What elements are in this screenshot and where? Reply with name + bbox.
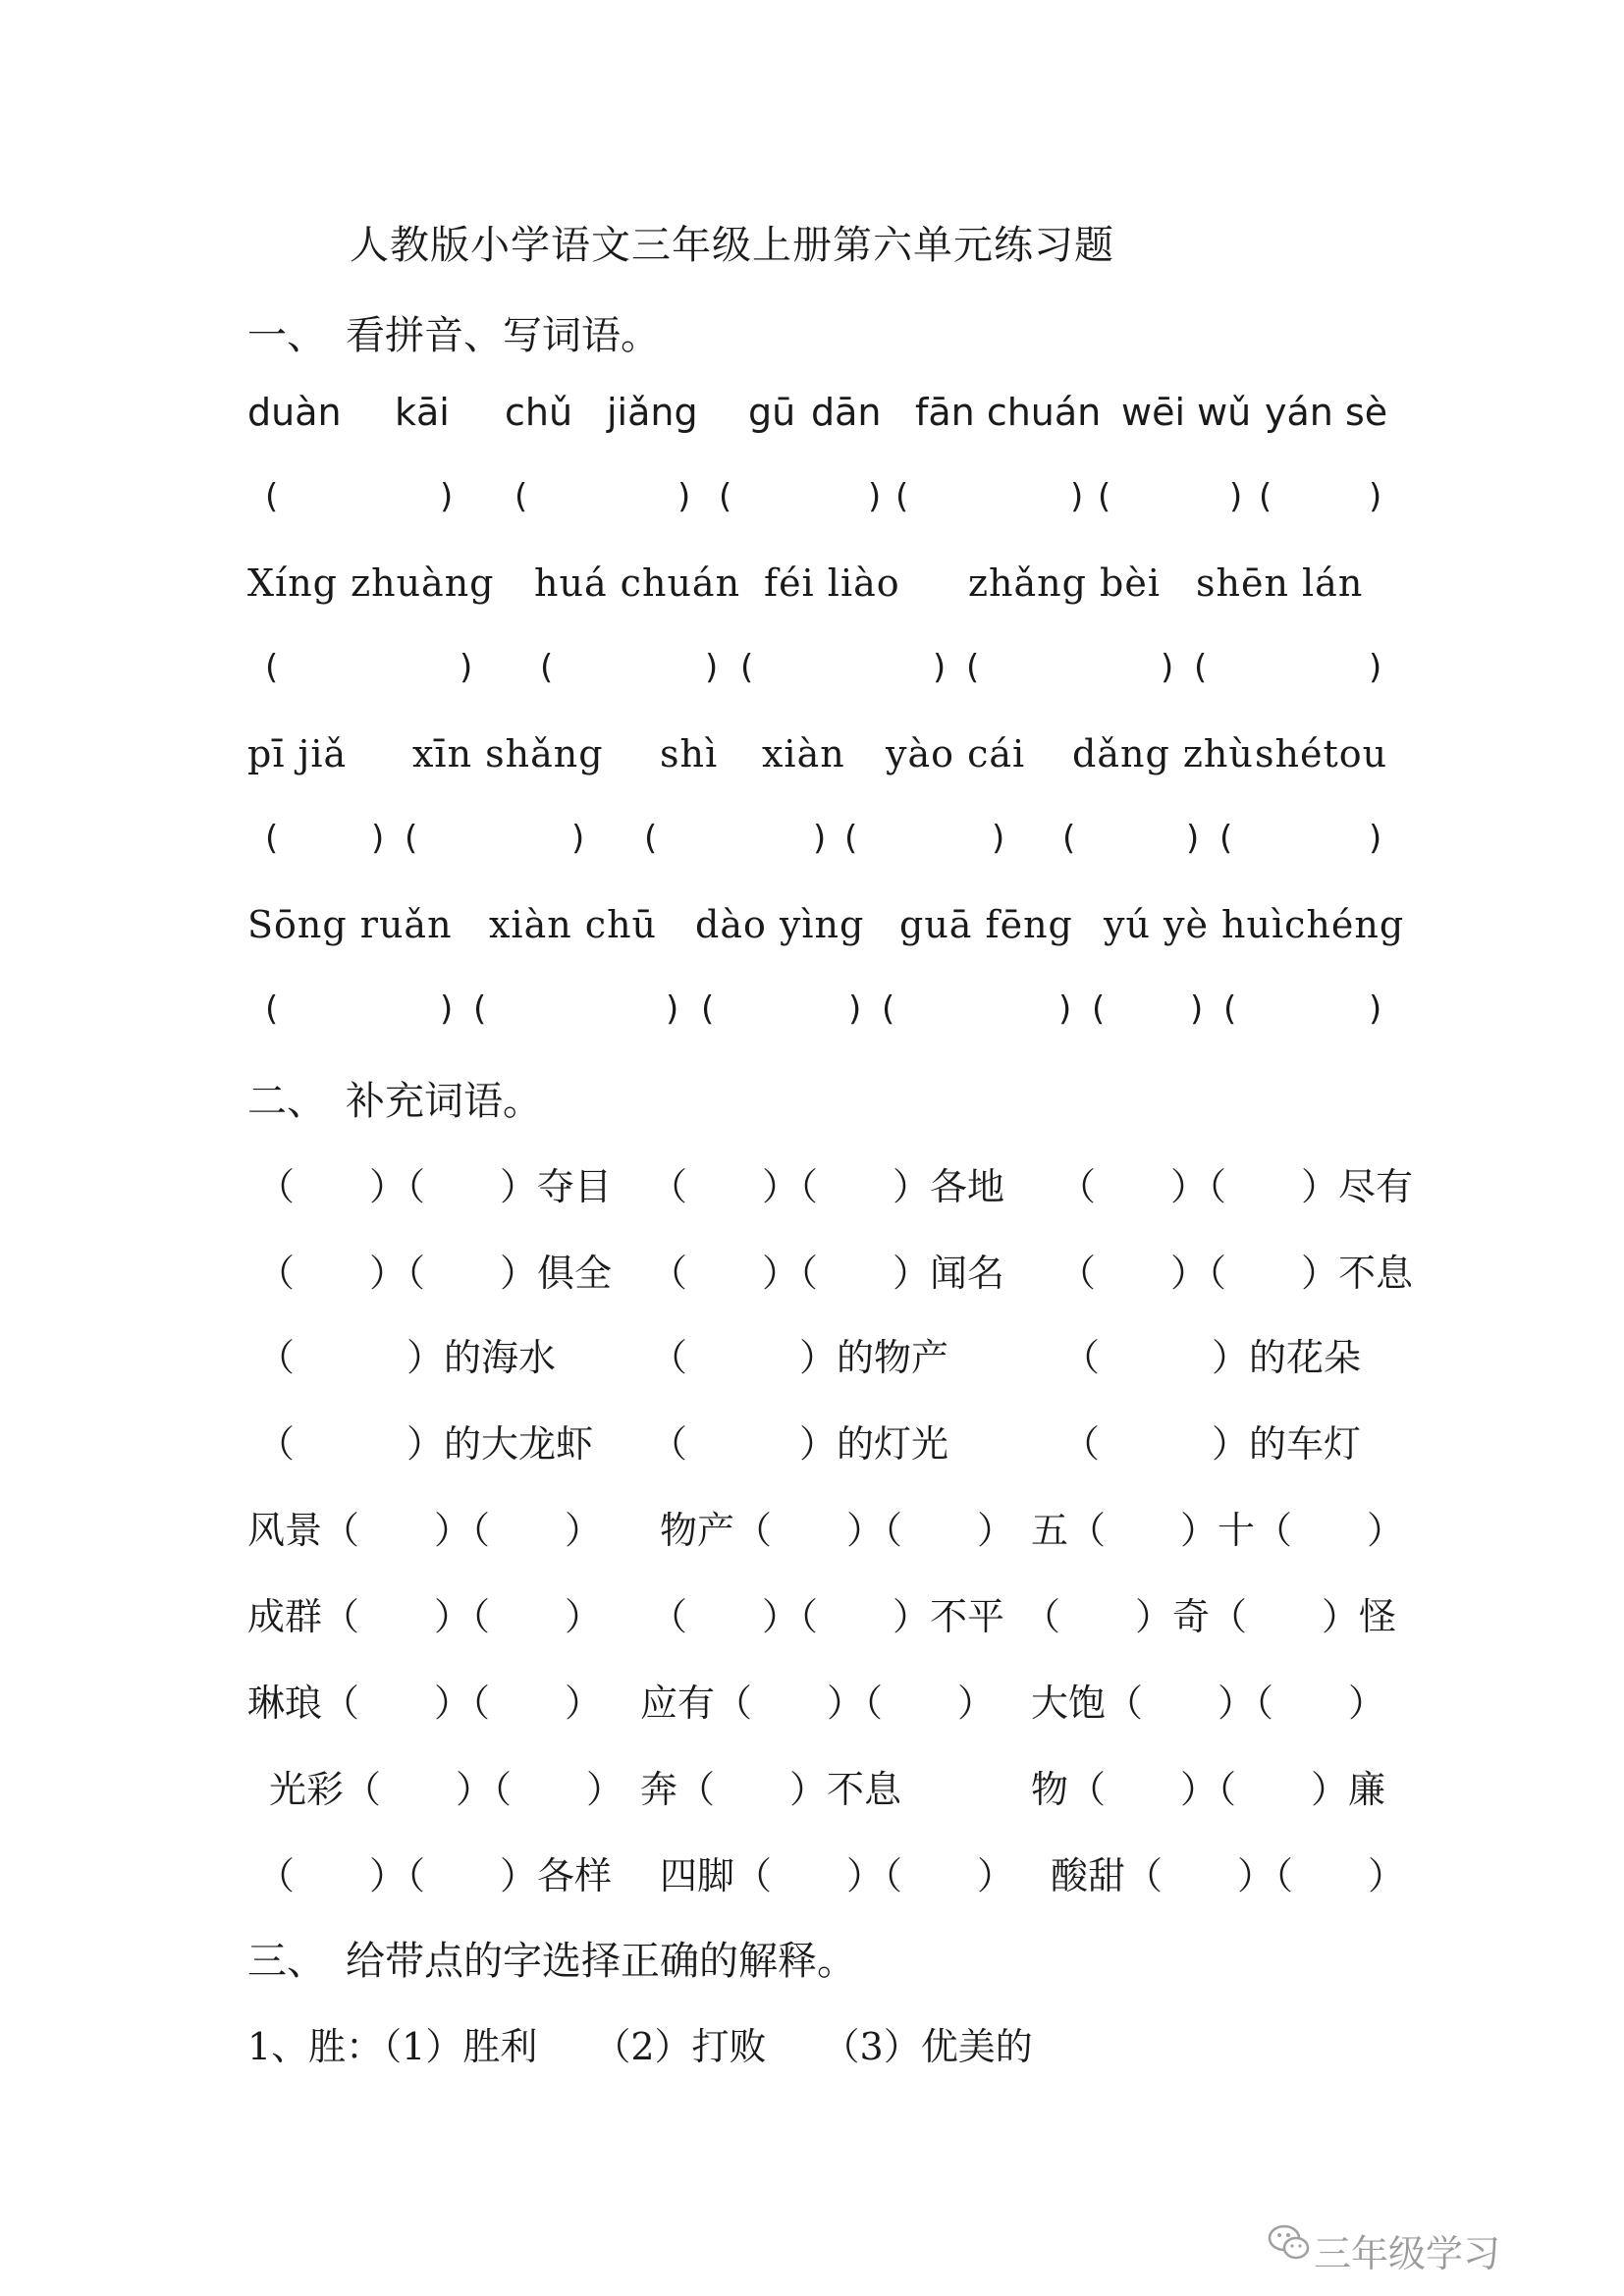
pinyin-row-2 [247, 561, 1386, 620]
pinyin-item: duàn [247, 391, 342, 434]
pinyin-item: pī jiǎ [247, 732, 348, 775]
pinyin-item: chǔ [505, 391, 573, 434]
pinyin-item: guā fēng [899, 903, 1073, 946]
pinyin-item: dào yìng [695, 903, 865, 946]
fill-item[interactable]: （ ）奇（ ）怪 [1023, 1595, 1397, 1638]
section-heading-3 [247, 1930, 856, 1986]
section-label: 补充词语。 [346, 1079, 542, 1124]
fill-item[interactable]: （ ）的海水 [257, 1336, 557, 1379]
pinyin-row-3 [247, 732, 1386, 791]
pinyin-item: shì [660, 732, 719, 775]
fill-row-1 [247, 1156, 1414, 1215]
pinyin-item: xiàn chū [489, 903, 658, 946]
fill-item[interactable]: （ ）的车灯 [1062, 1422, 1362, 1466]
fill-item[interactable]: 四脚（ ）（ ） [660, 1854, 1015, 1897]
pinyin-item: zhǎng bèi [968, 561, 1161, 605]
pinyin-item: xīn shǎng [412, 732, 604, 775]
pinyin-item: fān chuán [915, 391, 1102, 434]
fill-item[interactable]: （ ）（ ）俱全 [257, 1252, 613, 1295]
fill-item[interactable]: 成群（ ）（ ） [247, 1595, 603, 1638]
pinyin-item: Sōng ruǎn [247, 903, 453, 946]
fill-item[interactable]: 应有（ ）（ ） [640, 1682, 996, 1725]
pinyin-item: xiàn [762, 732, 845, 775]
fill-row-9 [247, 1845, 1406, 1904]
fill-item[interactable]: （ ）的灯光 [650, 1422, 949, 1466]
section-label: 给带点的字选择正确的解释。 [346, 1939, 856, 1984]
pinyin-item: gū [748, 391, 796, 434]
fill-row-2 [247, 1243, 1414, 1302]
fill-item[interactable]: （ ）（ ）各样 [257, 1854, 613, 1897]
section-label: 看拼音、写词语。 [346, 313, 660, 358]
answer-blanks-row-3[interactable]: ( ) ( ) ( ) ( ) ( ) ( ) [265, 819, 1382, 858]
fill-row-3 [247, 1327, 1386, 1386]
pinyin-item: shétou [1255, 732, 1388, 775]
pinyin-item: wēi wǔ [1121, 391, 1252, 434]
answer-blanks-row-4[interactable]: ( ) ( ) ( ) ( ) ( ) ( ) [265, 989, 1382, 1029]
pinyin-item: dān [811, 391, 882, 434]
question-1 [247, 2016, 1386, 2075]
fill-item[interactable]: （ ）（ ）不息 [1058, 1252, 1414, 1295]
pinyin-item: jiǎng [607, 391, 698, 434]
wechat-icon [1267, 2220, 1312, 2266]
fill-item[interactable]: （ ）的花朵 [1062, 1336, 1362, 1379]
pinyin-row-1 [247, 391, 1386, 450]
watermark-text: 三年级学习 [1314, 2232, 1501, 2275]
pinyin-item: Xíng zhuàng [247, 561, 495, 605]
fill-item[interactable]: 物产（ ）（ ） [660, 1509, 1015, 1552]
pinyin-item: féi liào [764, 561, 900, 605]
section-number: 一、 [247, 313, 326, 358]
pinyin-item: dǎng zhù [1072, 732, 1254, 775]
pinyin-item: huá chuán [534, 561, 741, 605]
fill-row-4 [247, 1414, 1386, 1472]
pinyin-item: kāi [395, 391, 450, 434]
fill-item[interactable]: （ ）（ ）不平 [650, 1595, 1005, 1638]
answer-blanks-row-1[interactable]: ( ) ( ) ( ) ( ) ( ) ( ) [265, 477, 1382, 516]
fill-item[interactable]: 风景（ ）（ ） [247, 1509, 603, 1552]
fill-item[interactable]: 琳琅（ ）（ ） [247, 1682, 603, 1725]
section-number: 三、 [247, 1939, 326, 1984]
section-heading-1 [247, 304, 660, 360]
section-heading-2 [247, 1070, 542, 1126]
fill-item[interactable]: 五（ ）十（ ） [1031, 1509, 1405, 1552]
page-title: 人教版小学语文三年级上册第六单元练习题 [350, 223, 1114, 268]
pinyin-item: yán sè [1265, 391, 1388, 434]
fill-item[interactable]: （ ）（ ）尽有 [1058, 1165, 1414, 1208]
pinyin-item: shēn lán [1196, 561, 1364, 605]
fill-item[interactable]: 光彩（ ）（ ） [269, 1768, 624, 1811]
fill-item[interactable]: 物（ ）（ ）廉 [1031, 1768, 1386, 1811]
answer-blanks-row-2[interactable]: ( ) ( ) ( ) ( ) ( ) [265, 648, 1382, 687]
fill-row-8 [247, 1759, 1386, 1818]
fill-item[interactable]: 酸甜（ ）（ ） [1051, 1854, 1406, 1897]
pinyin-row-4 [247, 903, 1405, 962]
pinyin-item: yú yè [1104, 903, 1209, 946]
pinyin-item: yào cái [886, 732, 1026, 775]
fill-item[interactable]: （ ）（ ）各地 [650, 1165, 1005, 1208]
fill-item[interactable]: （ ）（ ）夺目 [257, 1165, 613, 1208]
fill-row-5 [247, 1500, 1405, 1559]
fill-row-6 [247, 1586, 1397, 1645]
section-number: 二、 [247, 1079, 326, 1124]
fill-item[interactable]: （ ）的大龙虾 [257, 1422, 594, 1466]
fill-item[interactable]: （ ）的物产 [650, 1336, 949, 1379]
pinyin-item: huìchéng [1221, 903, 1405, 946]
fill-item[interactable]: 大饱（ ）（ ） [1031, 1682, 1386, 1725]
fill-item[interactable]: 奔（ ）不息 [640, 1768, 902, 1811]
question-text: 1、胜：（1）胜利 （2）打败 （3）优美的 [247, 2025, 1033, 2068]
fill-item[interactable]: （ ）（ ）闻名 [650, 1252, 1005, 1295]
fill-row-7 [247, 1673, 1386, 1732]
